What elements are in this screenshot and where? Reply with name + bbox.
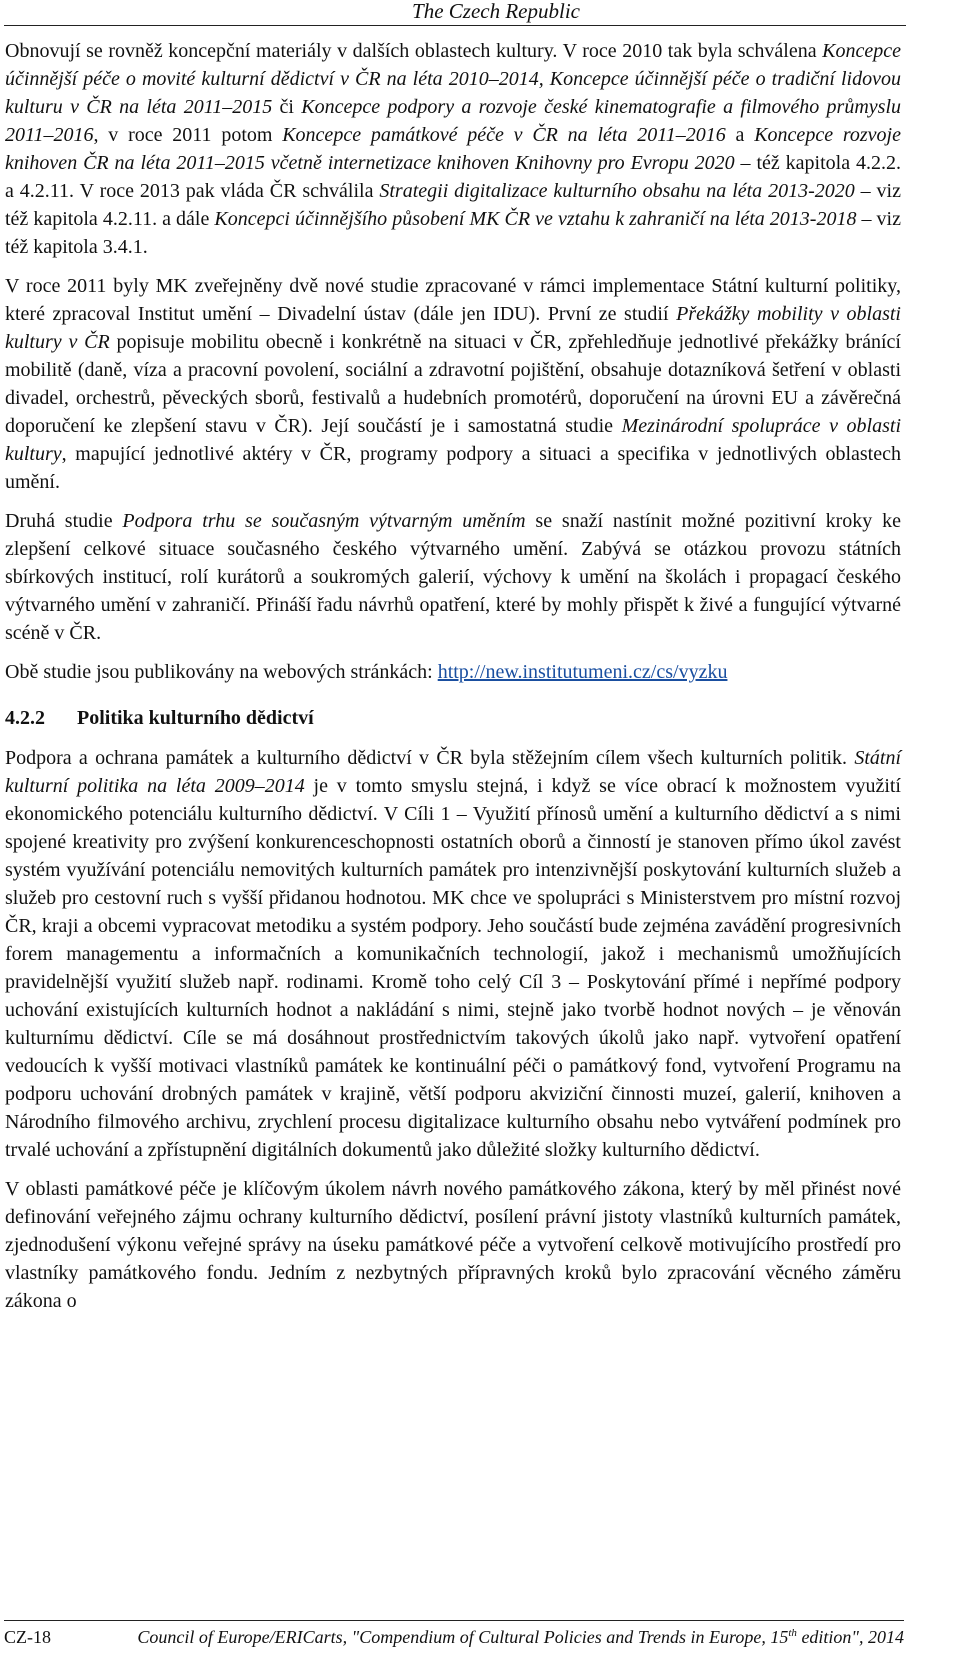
italic-title: Koncepce rozvoje knihoven ČR na léta 2011–2015 včetně internetizace knihoven Knihovny pro Evropu 2020 [5, 124, 901, 174]
section-heading [5, 704, 901, 732]
text-run: Podpora a ochrana památek a kulturního dědictví v ČR byla stěžejním cílem všech kulturních politik. [5, 747, 855, 769]
text-run: popisuje mobilitu obecně i konkrétně na situaci v ČR, zpřehledňuje jednotlivé překážky bránící mobilitě (daně, víza a pracovní povolení, sociální a zdravotní pojištění, obsahuje dotazníková šetření v oblasti divadel, orchestrů, pěveckých sborů, festivalů a hudebních promotérů, doporučení na úrovni EU a závěrečná doporučení ke zlepšení stavu v ČR). Její součástí je i samostatná studie [5, 331, 901, 437]
citation-text: edition", 2014 [796, 1627, 904, 1647]
italic-title: Koncepce památkové péče v ČR na léta 2011–2016 [282, 124, 726, 146]
document-body [5, 37, 901, 1326]
source-citation [137, 1627, 904, 1648]
text-run: či [272, 96, 302, 118]
italic-title: Koncepci účinnějšího působení MK ČR ve vztahu k zahraničí na léta 2013-2018 [214, 208, 857, 230]
italic-title: Podpora trhu se současným výtvarným uměním [122, 510, 526, 532]
section-number: 4.2.2 [5, 707, 45, 729]
paragraph-monument-care [5, 1175, 901, 1315]
text-run: V roce 2011 byly MK zveřejněny dvě nové studie zpracované v rámci implementace Státní kulturní politiky, které zpracoval Institut umění – Divadelní ústav (dále jen IDU). První ze studií [5, 275, 901, 325]
text-run: Obě studie jsou publikovány na webových stránkách: [5, 661, 438, 683]
italic-title: Mezinárodní spolupráce v oblasti kultury [5, 415, 901, 465]
institute-link[interactable]: http://new.institutumeni.cz/cs/vyzku [437, 661, 728, 683]
text-run: – též kapitola 4.2.2. a 4.2.11. V roce 2013 pak vláda ČR schválila [5, 152, 901, 202]
text-run: , v roce 2011 potom [93, 124, 283, 146]
text-run: V oblasti památkové péče je klíčovým úkolem návrh nového památkového zákona, který by měl přinést nové definování veřejného zájmu ochrany kulturního dědictví, posílení právní jistoty vlastníků kulturních památek, zjednodušení výkonu veřejné správy na úseku památkové péče a vytvoření celkově motivujícího prostředí pro vlastníky památkového fondu. Jedním z nezbytných přípravných kroků bylo zpracování věcného záměru zákona o [5, 1178, 901, 1312]
text-run: je v tomto smyslu stejná, i když se více obrací k možnostem využití ekonomického potenciálu kulturního dědictví. V Cíli 1 – Využití přínosů umění a kulturního dědictví a s nimi spojené kreativity pro zvýšení konkurenceschopnosti ostatních oborů a činností je stanoven přímo úkol zavést systém využívání potenciálu nemovitých kulturních památek pro intenzivnější poskytování kulturních služeb a služeb pro cestovní ruch s vyšší přidanou hodnotou. MK chce ve spolupráci s Ministerstvem pro místní rozvoj ČR, kraji a obcemi vypracovat metodiku a systém podpory. Jeho součástí bude zejména zavádění progresivních forem managementu a informačních a komunikačních technologií, jakož i mechanismů umožňujících pravidelnější využití služeb např. rodinami. Kromě toho celý Cíl 3 – Poskytování přímé i nepřímé podpory uchování existujících kulturních hodnot a nakládání s nimi, stejně jako tvorbě hodnot nových – je věnován kulturnímu dědictví. Cíle se má dosáhnout prostřednictvím takových úkolů jako např. vytvoření opatření vedoucích k vyšší motivaci vlastníků památek ke kontinuální péči o památkový fond, vytvoření Programu na podporu uchování drobných památek v krajině, větší podporu akviziční činnosti muzeí, galerií, knihoven a Národního filmového archivu, zrychlení procesu digitalizace kulturního obsahu nebo vytváření podmínek pro trvalé uchování a zpřístupnění digitálních dokumentů jako důležité složky kulturního dědictví. [5, 775, 901, 1161]
running-title: The Czech Republic [412, 0, 580, 23]
section-title: Politika kulturního dědictví [77, 707, 314, 729]
page-footer [4, 1620, 904, 1651]
running-header [4, 0, 906, 26]
italic-title: Strategii digitalizace kulturního obsahu na léta 2013-2020 [379, 180, 855, 202]
italic-title: Koncepce účinnější péče o movité kulturní dědictví v ČR na léta 2010–2014, Koncepce účinnější péče o tradiční lidovou kulturu v ČR na léta 2011–2015 [5, 40, 901, 118]
paragraph-studies [5, 272, 901, 496]
citation-text: Council of Europe/ERICarts, "Compendium of Cultural Policies and Trends in Europe, 15 [137, 1627, 789, 1647]
page-number: CZ-18 [4, 1627, 51, 1647]
text-run: – viz též kapitola 3.4.1. [5, 208, 901, 258]
text-run: , mapující jednotlivé aktéry v ČR, programy podpory a situaci a specifika v jednotlivých oblastech umění. [5, 443, 901, 493]
italic-title: Koncepce podpory a rozvoje české kinematografie a filmového průmyslu 2011–2016 [5, 96, 902, 146]
paragraph-second-study [5, 507, 901, 647]
paragraph-publication [5, 658, 901, 686]
paragraph-concepts [5, 37, 901, 261]
citation-superscript: th [788, 1627, 797, 1639]
text-run: se snaží nastínit možné pozitivní kroky ke zlepšení celkové situace současného českého výtvarného umění. Zabývá se otázkou provozu státních sbírkových institucí, rolí kurátorů a soukromých galerií, výchovy k umění na školách i propagací českého výtvarného umění v zahraničí. Přináší řadu návrhů opatření, které by mohly přispět k živé a fungující výtvarné scéně v ČR. [5, 510, 901, 644]
italic-title: Státní kulturní politika na léta 2009–2014 [5, 747, 901, 797]
text-run: Obnovují se rovněž koncepční materiály v dalších oblastech kultury. V roce 2010 tak byla schválena [5, 40, 823, 62]
text-run: Druhá studie [5, 510, 123, 532]
italic-title: Překážky mobility v oblasti kultury v ČR [5, 303, 901, 353]
text-run: a [725, 124, 755, 146]
paragraph-heritage-policy [5, 744, 901, 1164]
text-run: – viz též kapitola 4.2.11. a dále [5, 180, 901, 230]
